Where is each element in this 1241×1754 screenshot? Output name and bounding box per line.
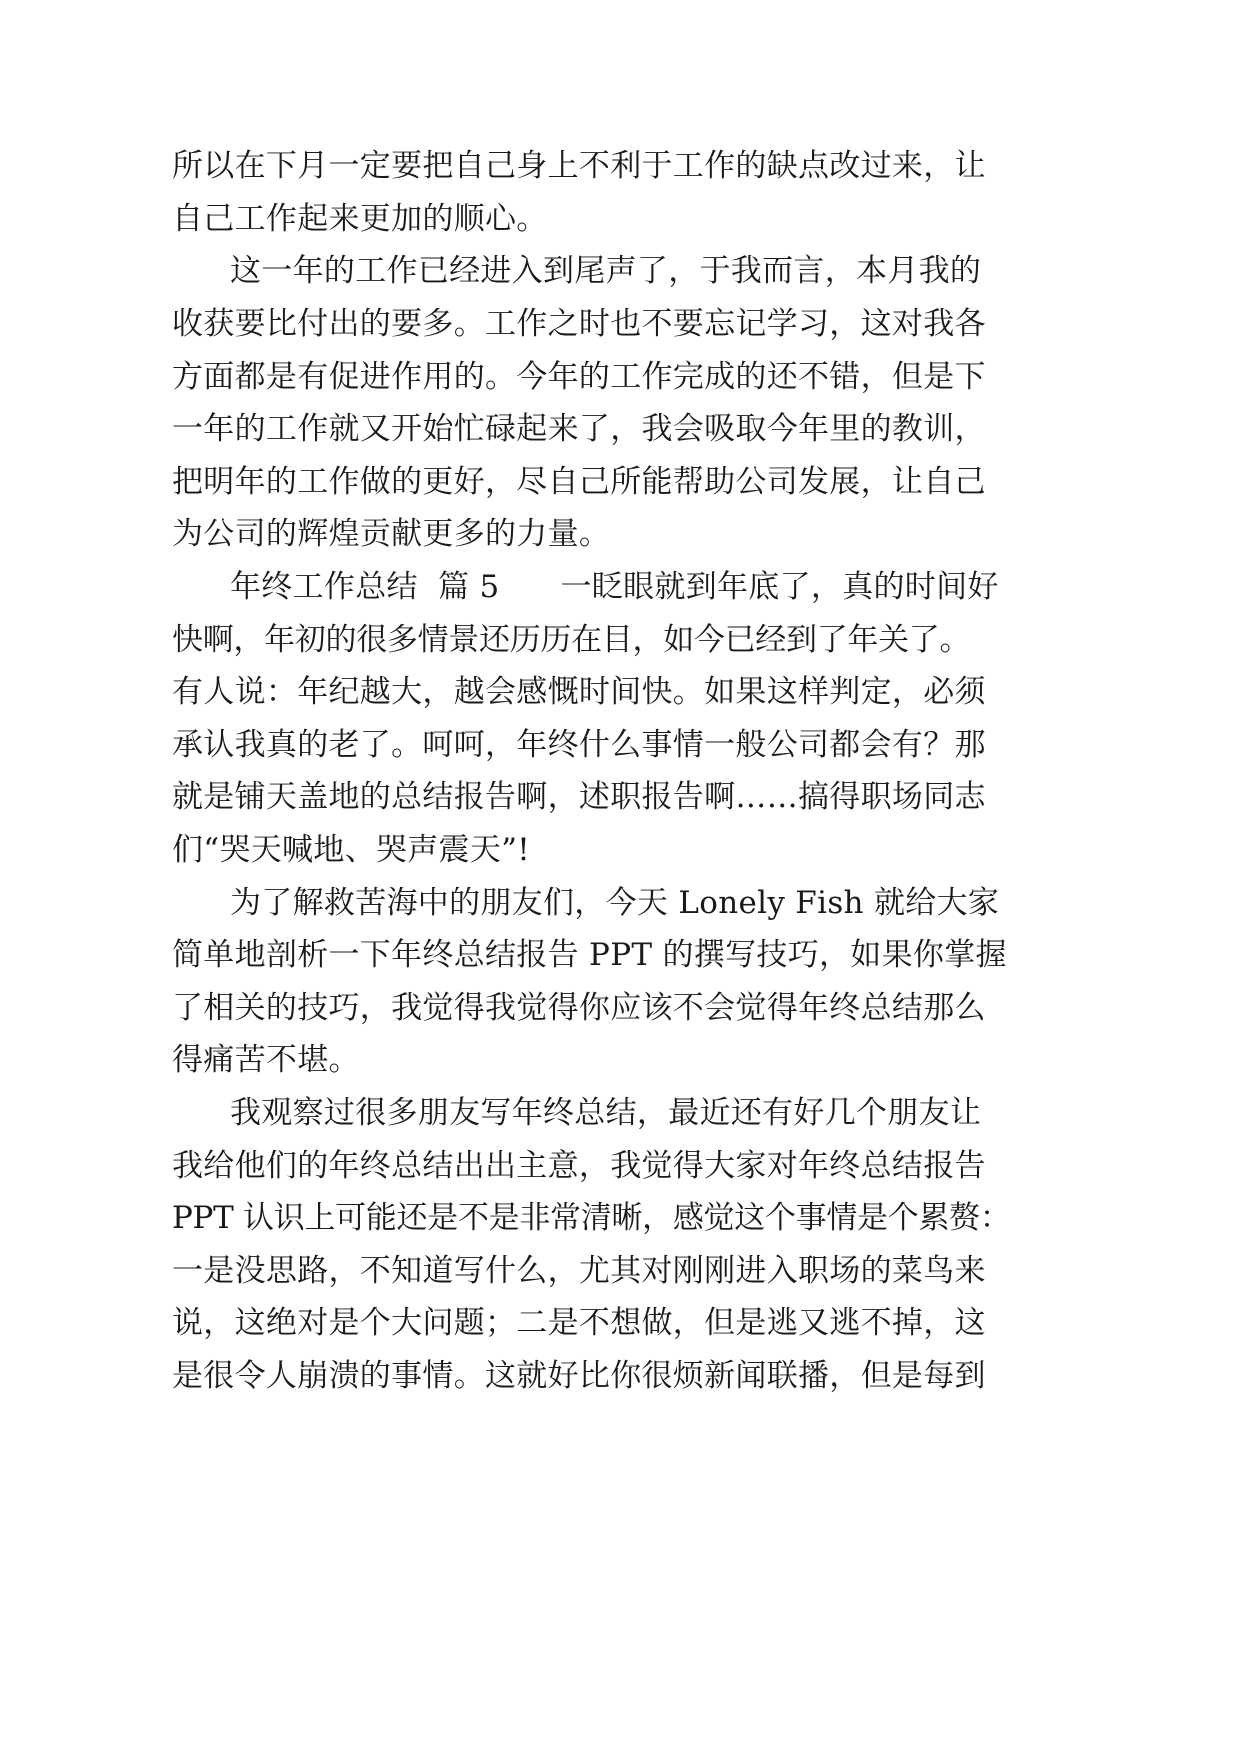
section-heading-line: 年终工作总结 篇 5 一眨眼就到年底了，真的时间好 [230, 569, 999, 605]
text-line: 为了解救苦海中的朋友们，今天 Lonely Fish 就给大家 [230, 885, 1000, 921]
text-line: 快啊，年初的很多情景还历历在目，如今已经到了年关了。 [172, 622, 971, 658]
text-line: 所以在下月一定要把自己身上不利于工作的缺点改过来，让 [172, 148, 986, 184]
text-line: 就是铺天盖地的总结报告啊，述职报告啊……搞得职场同志 [172, 779, 986, 815]
text-line: 我观察过很多朋友写年终总结，最近还有好几个朋友让 [230, 1095, 982, 1131]
text-line: 收获要比付出的要多。工作之时也不要忘记学习，这对我各 [172, 306, 986, 342]
text-line: 是很令人崩溃的事情。这就好比你很烦新闻联播，但是每到 [172, 1358, 986, 1394]
text-line: 有人说：年纪越大，越会感慨时间快。如果这样判定，必须 [172, 674, 986, 710]
text-line: 简单地剖析一下年终总结报告 PPT 的撰写技巧，如果你掌握 [172, 937, 1007, 973]
text-line: 们“哭天喊地、哭声震天”! [172, 832, 531, 868]
text-line: 得痛苦不堪。 [172, 1042, 360, 1078]
text-line: 了相关的技巧，我觉得我觉得你应该不会觉得年终总结那么 [172, 990, 986, 1026]
text-line: 把明年的工作做的更好，尽自己所能帮助公司发展，让自己 [172, 464, 986, 500]
text-line: 说，这绝对是个大问题；二是不想做，但是逃又逃不掉，这 [172, 1305, 986, 1341]
text-line: PPT 认识上可能还是不是非常清晰，感觉这个事情是个累赘： [172, 1200, 1011, 1236]
text-line: 一是没思路，不知道写什么，尤其对刚刚进入职场的菜鸟来 [172, 1253, 986, 1289]
text-line: 承认我真的老了。呵呵，年终什么事情一般公司都会有？那 [172, 727, 986, 763]
text-line: 为公司的辉煌贡献更多的力量。 [172, 516, 611, 552]
text-line: 方面都是有促进作用的。今年的工作完成的还不错，但是下 [172, 359, 986, 395]
text-line: 自己工作起来更加的顺心。 [172, 201, 548, 237]
text-line: 我给他们的年终总结出出主意，我觉得大家对年终总结报告 [172, 1148, 986, 1184]
text-line: 这一年的工作已经进入到尾声了，于我而言，本月我的 [230, 253, 982, 289]
text-line: 一年的工作就又开始忙碌起来了，我会吸取今年里的教训， [172, 411, 986, 447]
